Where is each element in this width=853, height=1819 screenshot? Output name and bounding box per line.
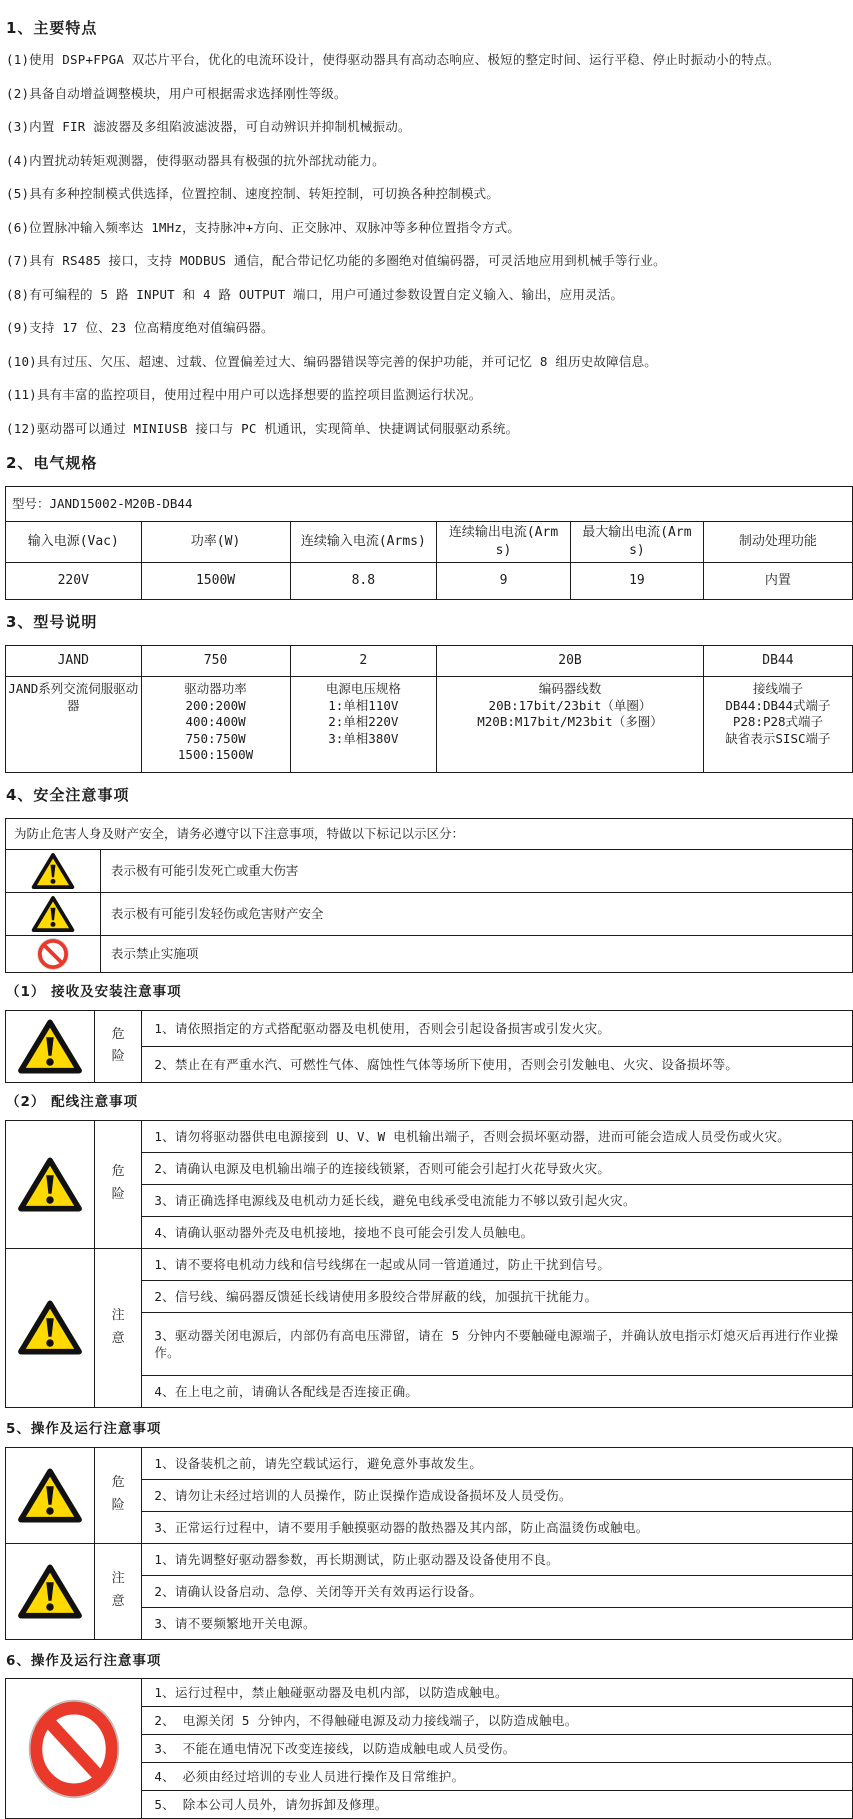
model-code-description: 接线端子 DB44:DB44式端子 P28:P28式端子 缺省表示SISC端子 xyxy=(703,677,852,773)
notice-item: 1、设备装机之前，请先空载试运行，避免意外事故发生。 xyxy=(142,1447,853,1479)
spec-value: 8.8 xyxy=(290,563,437,600)
warning-icon xyxy=(6,1447,95,1543)
spec-value: 1500W xyxy=(141,563,290,600)
prohibition-notice-table xyxy=(5,1678,853,1819)
danger-label: 危险 xyxy=(94,1120,141,1248)
column-header: 功率(W) xyxy=(141,522,290,563)
notice-item: 3、请正确选择电源线及电机动力延长线，避免电线承受电流能力不够以致引起火灾。 xyxy=(142,1184,853,1216)
wiring-notice-table xyxy=(5,1120,853,1408)
safety-intro: 为防止危害人身及财产安全，请务必遵守以下注意事项，特做以下标记以示区分： xyxy=(6,818,853,849)
model-code-description: 编码器线数 20B:17bit/23bit（单圈） M20B:M17bit/M23bit（多圈） xyxy=(437,677,704,773)
feature-item: (2)具备自动增益调整模块，用户可根据需求选择刚性等级。 xyxy=(6,85,347,101)
warning-icon xyxy=(6,1120,95,1248)
spec-value: 220V xyxy=(6,563,142,600)
feature-item: (6)位置脉冲输入频率达 1MHz，支持脉冲+方向、正交脉冲、双脉冲等多种位置指令方式。 xyxy=(6,219,521,235)
notice-item: 2、请确认电源及电机输出端子的连接线锁紧，否则可能会引起打火花导致火灾。 xyxy=(142,1152,853,1184)
spec-value: 内置 xyxy=(703,563,852,600)
notice-item: 1、请依照指定的方式搭配驱动器及电机使用，否则会引起设备损害或引发火灾。 xyxy=(142,1010,853,1046)
warning-icon xyxy=(6,849,101,892)
section-title-electrical: 2、电气规格 xyxy=(6,454,98,472)
danger-label: 危险 xyxy=(94,1447,141,1543)
warning-icon xyxy=(6,1543,95,1639)
caution-label: 注意 xyxy=(94,1543,141,1639)
legend-label: 表示极有可能引发轻伤或危害财产安全 xyxy=(100,892,852,935)
model-code: JAND xyxy=(6,646,142,677)
section-title-safety: 4、安全注意事项 xyxy=(6,785,130,804)
notice-item: 1、请先调整好驱动器参数，再长期测试，防止驱动器及设备使用不良。 xyxy=(142,1543,853,1575)
feature-item: (5)具有多种控制模式供选择，位置控制、速度控制、转矩控制，可切换各种控制模式。 xyxy=(6,186,500,201)
feature-item: (1)使用 DSP+FPGA 双芯片平台，优化的电流环设计，使得驱动器具有高动态响应、极短的整定时间、运行平稳、停止时振动小的特点。 xyxy=(6,52,780,67)
notice-item: 2、请确认设备启动、急停、关闭等开关有效再运行设备。 xyxy=(142,1575,853,1607)
notice-item: 4、在上电之前，请确认各配线是否连接正确。 xyxy=(142,1375,853,1407)
prohibition-icon xyxy=(6,1679,142,1819)
danger-label: 危险 xyxy=(94,1010,141,1082)
notice-item: 2、禁止在有严重水汽、可燃性气体、腐蚀性气体等场所下使用，否则会引发触电、火灾、设备损坏等。 xyxy=(142,1046,853,1082)
model-code-description: 驱动器功率 200:200W 400:400W 750:750W 1500:1500W xyxy=(141,677,290,773)
model-code: DB44 xyxy=(703,646,852,677)
feature-item: (4)内置扰动转矩观测器，使得驱动器具有极强的抗外部扰动能力。 xyxy=(6,152,385,168)
subsection-title-receiving: （1） 接收及安装注意事项 xyxy=(6,983,182,1000)
notice-item: 2、信号线、编码器反馈延长线请使用多股绞合带屏蔽的线，加强抗干扰能力。 xyxy=(142,1280,853,1312)
notice-item: 3、驱动器关闭电源后，内部仍有高电压滞留，请在 5 分钟内不要触碰电源端子，并确认放电指示灯熄灭后再进行作业操作。 xyxy=(142,1312,853,1375)
prohibition-icon xyxy=(6,935,101,972)
feature-item: (12)驱动器可以通过 MINIUSB 接口与 PC 机通讯，实现简单、快捷调试伺服驱动系统。 xyxy=(6,420,519,436)
model-code: 750 xyxy=(141,646,290,677)
notice-item: 3、正常运行过程中，请不要用手触摸驱动器的散热器及其内部，防止高温烫伤或触电。 xyxy=(142,1511,853,1543)
notice-item: 4、请确认驱动器外壳及电机接地，接地不良可能会引发人员触电。 xyxy=(142,1216,853,1248)
notice-item: 4、 必须由经过培训的专业人员进行操作及日常维护。 xyxy=(142,1763,853,1791)
subsection-title-wiring: （2） 配线注意事项 xyxy=(6,1093,139,1110)
legend-label: 表示极有可能引发死亡或重大伤害 xyxy=(100,849,852,892)
notice-item: 1、请勿将驱动器供电电源接到 U、V、W 电机输出端子，否则会损坏驱动器，进而可能会造成人员受伤或火灾。 xyxy=(142,1120,853,1152)
section-title-model: 3、型号说明 xyxy=(6,613,98,632)
notice-item: 2、 电源关闭 5 分钟内，不得触碰电源及动力接线端子，以防造成触电。 xyxy=(142,1707,853,1735)
model-number: 型号：JAND15002-M20B-DB44 xyxy=(6,487,853,522)
spec-value: 9 xyxy=(437,563,571,600)
model-code: 20B xyxy=(437,646,704,677)
receiving-notice-table xyxy=(5,1010,853,1083)
model-code-description: JAND系列交流伺服驱动器 xyxy=(6,677,142,773)
operation-notice-table xyxy=(5,1447,853,1640)
notice-item: 5、 除本公司人员外，请勿拆卸及修理。 xyxy=(142,1791,853,1819)
feature-item: (11)具有丰富的监控项目，使用过程中用户可以选择想要的监控项目监测运行状况。 xyxy=(6,387,482,402)
notice-item: 1、运行过程中，禁止触碰驱动器及电机内部，以防造成触电。 xyxy=(142,1679,853,1707)
warning-icon xyxy=(6,892,101,935)
notice-item: 2、请勿让未经过培训的人员操作，防止误操作造成设备损坏及人员受伤。 xyxy=(142,1479,853,1511)
legend-label: 表示禁止实施项 xyxy=(100,935,852,972)
warning-icon xyxy=(6,1010,95,1082)
column-header: 连续输入电流(Arms) xyxy=(290,522,437,563)
feature-item: (10)具有过压、欠压、超速、过载、位置偏差过大、编码器错误等完善的保护功能，并可记忆 8 组历史故障信息。 xyxy=(6,353,657,369)
feature-item: (9)支持 17 位、23 位高精度绝对值编码器。 xyxy=(6,320,274,335)
feature-item: (7)具有 RS485 接口，支持 MODBUS 通信，配合带记忆功能的多圈绝对值编码器，可灵活地应用到机械手等行业。 xyxy=(6,253,666,268)
spec-value: 19 xyxy=(570,563,703,600)
column-header: 输入电源(Vac) xyxy=(6,522,142,563)
feature-item: (8)有可编程的 5 路 INPUT 和 4 路 OUTPUT 端口，用户可通过参数设置自定义输入、输出，应用灵活。 xyxy=(6,286,624,302)
section-title-features: 1、主要特点 xyxy=(6,19,98,37)
notice-item: 3、 不能在通电情况下改变连接线，以防造成触电或人员受伤。 xyxy=(142,1735,853,1763)
model-code-description: 电源电压规格 1:单相110V 2:单相220V 3:单相380V xyxy=(290,677,437,773)
notice-item: 3、请不要频繁地开关电源。 xyxy=(142,1607,853,1639)
column-header: 连续输出电流(Arms) xyxy=(437,522,571,563)
electrical-spec-table xyxy=(5,486,853,600)
section-title-operation: 5、操作及运行注意事项 xyxy=(6,1420,162,1437)
column-header: 制动处理功能 xyxy=(703,522,852,563)
model-code: 2 xyxy=(290,646,437,677)
model-naming-table xyxy=(5,645,853,773)
feature-item: (3)内置 FIR 滤波器及多组陷波滤波器，可自动辨识并抑制机械振动。 xyxy=(6,119,411,134)
column-header: 最大输出电流(Arms) xyxy=(570,522,703,563)
warning-icon xyxy=(6,1248,95,1407)
section-title-operation2: 6、操作及运行注意事项 xyxy=(6,1652,162,1669)
notice-item: 1、请不要将电机动力线和信号线绑在一起或从同一管道通过，防止干扰到信号。 xyxy=(142,1248,853,1280)
safety-legend-table xyxy=(5,818,853,973)
caution-label: 注意 xyxy=(94,1248,141,1407)
features-list xyxy=(2,51,851,437)
